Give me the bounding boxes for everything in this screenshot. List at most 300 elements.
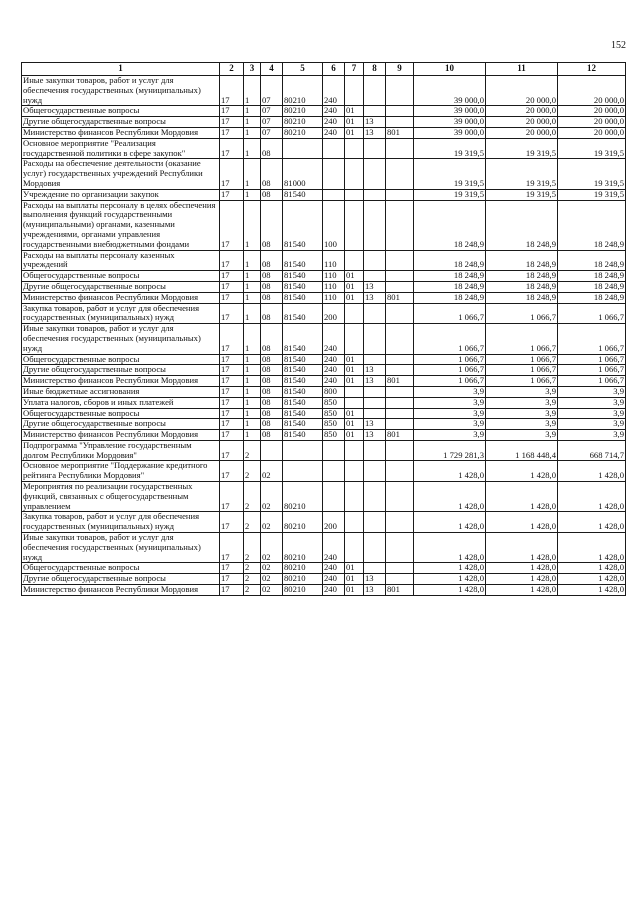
amount-year-1: 1 066,7: [414, 376, 486, 387]
code-section: 01: [345, 430, 364, 441]
code-ministry: [386, 250, 414, 271]
code-section: 01: [345, 281, 364, 292]
code-section: [345, 440, 364, 461]
code-subsection: [364, 533, 386, 563]
table-row: [22, 106, 626, 117]
code-program: 17: [220, 386, 244, 397]
amount-year-2: 1 428,0: [486, 585, 558, 596]
code-subprogram: 1: [244, 376, 261, 387]
amount-year-2: 1 428,0: [486, 512, 558, 533]
code-section: 01: [345, 292, 364, 303]
column-header: 5: [283, 63, 323, 76]
code-subsection: [364, 397, 386, 408]
code-subprogram: 1: [244, 324, 261, 354]
code-program: 17: [220, 76, 244, 106]
column-header: 9: [386, 63, 414, 76]
code-direction: 81540: [283, 386, 323, 397]
code-direction: [283, 138, 323, 159]
code-subsection: [364, 271, 386, 282]
code-direction: 80210: [283, 585, 323, 596]
amount-year-2: 1 066,7: [486, 354, 558, 365]
code-ministry: 801: [386, 430, 414, 441]
row-description: Иные закупки товаров, работ и услуг для обеспечения государственных (муниципальных) нужд: [22, 324, 220, 354]
code-program: 17: [220, 189, 244, 200]
code-section: 01: [345, 127, 364, 138]
amount-year-3: 1 428,0: [558, 574, 626, 585]
code-main-event: 02: [261, 574, 283, 585]
amount-year-1: 3,9: [414, 397, 486, 408]
code-subsection: [364, 200, 386, 250]
table-row: [22, 563, 626, 574]
amount-year-2: 3,9: [486, 397, 558, 408]
row-description: Общегосударственные вопросы: [22, 408, 220, 419]
code-expense-type: 100: [323, 200, 345, 250]
amount-year-2: 19 319,5: [486, 138, 558, 159]
table-row: [22, 250, 626, 271]
code-ministry: [386, 324, 414, 354]
column-header: 8: [364, 63, 386, 76]
code-subprogram: 1: [244, 354, 261, 365]
code-main-event: 02: [261, 482, 283, 512]
code-main-event: 02: [261, 585, 283, 596]
code-program: 17: [220, 127, 244, 138]
table-row: [22, 533, 626, 563]
code-program: 17: [220, 281, 244, 292]
code-direction: 80210: [283, 76, 323, 106]
code-section: [345, 533, 364, 563]
amount-year-2: 1 428,0: [486, 461, 558, 482]
code-direction: 81540: [283, 189, 323, 200]
code-ministry: [386, 200, 414, 250]
amount-year-1: 1 066,7: [414, 324, 486, 354]
code-subsection: [364, 408, 386, 419]
code-ministry: [386, 408, 414, 419]
code-ministry: [386, 512, 414, 533]
code-subsection: 13: [364, 117, 386, 128]
amount-year-1: 18 248,9: [414, 200, 486, 250]
table-row: [22, 138, 626, 159]
amount-year-3: 3,9: [558, 397, 626, 408]
table-row: [22, 512, 626, 533]
code-subsection: [364, 250, 386, 271]
code-ministry: 801: [386, 292, 414, 303]
amount-year-1: 1 066,7: [414, 303, 486, 324]
code-ministry: [386, 419, 414, 430]
table-row: [22, 461, 626, 482]
amount-year-2: 1 066,7: [486, 303, 558, 324]
code-section: 01: [345, 365, 364, 376]
amount-year-2: 20 000,0: [486, 127, 558, 138]
code-ministry: [386, 365, 414, 376]
amount-year-2: 1 428,0: [486, 563, 558, 574]
code-ministry: 801: [386, 127, 414, 138]
amount-year-1: 39 000,0: [414, 106, 486, 117]
code-subsection: 13: [364, 574, 386, 585]
code-direction: 80210: [283, 533, 323, 563]
code-ministry: [386, 76, 414, 106]
code-subprogram: 1: [244, 189, 261, 200]
code-program: 17: [220, 138, 244, 159]
code-subprogram: 1: [244, 127, 261, 138]
table-row: [22, 482, 626, 512]
code-subprogram: 1: [244, 408, 261, 419]
row-description: Расходы на выплаты персоналу казенных учреждений: [22, 250, 220, 271]
amount-year-1: 3,9: [414, 430, 486, 441]
code-subprogram: 2: [244, 574, 261, 585]
code-ministry: [386, 440, 414, 461]
amount-year-3: 20 000,0: [558, 106, 626, 117]
row-description: Министерство финансов Республики Мордовия: [22, 430, 220, 441]
amount-year-1: 1 428,0: [414, 482, 486, 512]
code-subprogram: 1: [244, 397, 261, 408]
code-program: 17: [220, 303, 244, 324]
column-header: 3: [244, 63, 261, 76]
amount-year-2: 3,9: [486, 408, 558, 419]
code-expense-type: 110: [323, 271, 345, 282]
code-section: [345, 189, 364, 200]
table-row: [22, 354, 626, 365]
table-header-row: [22, 63, 626, 76]
amount-year-1: 18 248,9: [414, 250, 486, 271]
code-section: 01: [345, 408, 364, 419]
table-row: [22, 430, 626, 441]
row-description: Другие общегосударственные вопросы: [22, 574, 220, 585]
code-subsection: [364, 324, 386, 354]
code-expense-type: [323, 482, 345, 512]
amount-year-2: 1 428,0: [486, 482, 558, 512]
code-direction: 81540: [283, 376, 323, 387]
column-header: 2: [220, 63, 244, 76]
table-row: [22, 324, 626, 354]
column-header: 12: [558, 63, 626, 76]
code-subsection: [364, 512, 386, 533]
code-program: 17: [220, 440, 244, 461]
amount-year-1: 19 319,5: [414, 138, 486, 159]
code-expense-type: 240: [323, 563, 345, 574]
code-direction: 80210: [283, 127, 323, 138]
amount-year-1: 1 729 281,3: [414, 440, 486, 461]
code-expense-type: 800: [323, 386, 345, 397]
column-header: 10: [414, 63, 486, 76]
code-main-event: 08: [261, 376, 283, 387]
table-row: [22, 386, 626, 397]
code-section: 01: [345, 419, 364, 430]
row-description: Общегосударственные вопросы: [22, 563, 220, 574]
code-subprogram: 2: [244, 512, 261, 533]
amount-year-2: 1 066,7: [486, 376, 558, 387]
amount-year-3: 3,9: [558, 386, 626, 397]
code-section: 01: [345, 106, 364, 117]
code-program: 17: [220, 376, 244, 387]
code-subsection: [364, 440, 386, 461]
code-expense-type: 110: [323, 292, 345, 303]
code-main-event: 08: [261, 303, 283, 324]
code-direction: [283, 440, 323, 461]
code-section: 01: [345, 574, 364, 585]
amount-year-2: 19 319,5: [486, 189, 558, 200]
row-description: Министерство финансов Республики Мордовия: [22, 376, 220, 387]
amount-year-2: 18 248,9: [486, 281, 558, 292]
table-row: [22, 376, 626, 387]
code-subprogram: 1: [244, 292, 261, 303]
code-ministry: [386, 386, 414, 397]
code-main-event: 08: [261, 281, 283, 292]
amount-year-1: 19 319,5: [414, 159, 486, 189]
amount-year-3: 1 066,7: [558, 303, 626, 324]
row-description: Другие общегосударственные вопросы: [22, 419, 220, 430]
amount-year-1: 1 066,7: [414, 365, 486, 376]
code-section: 01: [345, 585, 364, 596]
code-expense-type: 240: [323, 585, 345, 596]
amount-year-3: 18 248,9: [558, 200, 626, 250]
amount-year-3: 668 714,7: [558, 440, 626, 461]
code-ministry: [386, 271, 414, 282]
code-expense-type: 850: [323, 408, 345, 419]
row-description: Основное мероприятие "Поддержание кредитного рейтинга Республики Мордовия": [22, 461, 220, 482]
amount-year-2: 19 319,5: [486, 159, 558, 189]
row-description: Иные бюджетные ассигнования: [22, 386, 220, 397]
code-section: [345, 303, 364, 324]
row-description: Министерство финансов Республики Мордовия: [22, 585, 220, 596]
code-direction: 81540: [283, 271, 323, 282]
code-ministry: [386, 574, 414, 585]
code-section: [345, 512, 364, 533]
column-header: 1: [22, 63, 220, 76]
amount-year-3: 1 428,0: [558, 563, 626, 574]
code-ministry: [386, 281, 414, 292]
code-direction: 80210: [283, 512, 323, 533]
code-expense-type: 240: [323, 574, 345, 585]
code-direction: 81000: [283, 159, 323, 189]
row-description: Подпрограмма "Управление государственным долгом Республики Мордовия": [22, 440, 220, 461]
amount-year-1: 1 428,0: [414, 563, 486, 574]
amount-year-1: 19 319,5: [414, 189, 486, 200]
code-main-event: 08: [261, 250, 283, 271]
code-section: [345, 324, 364, 354]
code-subprogram: 2: [244, 440, 261, 461]
row-description: Учреждение по организации закупок: [22, 189, 220, 200]
code-ministry: [386, 159, 414, 189]
code-expense-type: 240: [323, 365, 345, 376]
code-subsection: [364, 386, 386, 397]
code-expense-type: 850: [323, 397, 345, 408]
code-subsection: [364, 159, 386, 189]
amount-year-2: 18 248,9: [486, 271, 558, 282]
code-subsection: [364, 76, 386, 106]
amount-year-2: 20 000,0: [486, 76, 558, 106]
amount-year-2: 1 428,0: [486, 533, 558, 563]
row-description: Другие общегосударственные вопросы: [22, 281, 220, 292]
row-description: Мероприятия по реализации государственных функций, связанных с общегосударственным управлением: [22, 482, 220, 512]
code-program: 17: [220, 365, 244, 376]
code-ministry: [386, 533, 414, 563]
amount-year-2: 1 428,0: [486, 574, 558, 585]
code-main-event: 07: [261, 117, 283, 128]
code-expense-type: 200: [323, 512, 345, 533]
code-subprogram: 1: [244, 271, 261, 282]
table-row: [22, 159, 626, 189]
amount-year-3: 19 319,5: [558, 159, 626, 189]
code-direction: 81540: [283, 354, 323, 365]
code-program: 17: [220, 271, 244, 282]
amount-year-2: 18 248,9: [486, 250, 558, 271]
row-description: Министерство финансов Республики Мордовия: [22, 127, 220, 138]
code-section: 01: [345, 563, 364, 574]
table-row: [22, 440, 626, 461]
code-expense-type: 240: [323, 106, 345, 117]
code-subsection: 13: [364, 376, 386, 387]
code-direction: 81540: [283, 365, 323, 376]
code-main-event: 08: [261, 386, 283, 397]
code-direction: 81540: [283, 430, 323, 441]
row-description: Иные закупки товаров, работ и услуг для обеспечения государственных (муниципальных) нужд: [22, 533, 220, 563]
code-expense-type: 240: [323, 117, 345, 128]
code-program: 17: [220, 106, 244, 117]
code-main-event: 02: [261, 512, 283, 533]
code-direction: 81540: [283, 397, 323, 408]
table-row: [22, 189, 626, 200]
row-description: Другие общегосударственные вопросы: [22, 365, 220, 376]
code-subsection: 13: [364, 281, 386, 292]
amount-year-2: 1 066,7: [486, 365, 558, 376]
code-program: 17: [220, 430, 244, 441]
code-subprogram: 1: [244, 76, 261, 106]
code-subprogram: 2: [244, 585, 261, 596]
code-expense-type: 240: [323, 354, 345, 365]
code-main-event: 08: [261, 271, 283, 282]
row-description: Другие общегосударственные вопросы: [22, 117, 220, 128]
code-expense-type: [323, 461, 345, 482]
code-direction: 81540: [283, 408, 323, 419]
table-row: [22, 585, 626, 596]
code-section: [345, 250, 364, 271]
code-program: 17: [220, 250, 244, 271]
code-subprogram: 1: [244, 250, 261, 271]
table-row: [22, 419, 626, 430]
amount-year-3: 1 066,7: [558, 354, 626, 365]
table-row: [22, 292, 626, 303]
table-row: [22, 117, 626, 128]
amount-year-3: 20 000,0: [558, 127, 626, 138]
code-subsection: [364, 461, 386, 482]
code-section: [345, 397, 364, 408]
code-program: 17: [220, 159, 244, 189]
code-main-event: 08: [261, 138, 283, 159]
amount-year-1: 1 428,0: [414, 461, 486, 482]
amount-year-1: 1 066,7: [414, 354, 486, 365]
amount-year-3: 1 428,0: [558, 512, 626, 533]
code-direction: 80210: [283, 563, 323, 574]
code-subprogram: 1: [244, 159, 261, 189]
code-ministry: [386, 461, 414, 482]
amount-year-2: 3,9: [486, 419, 558, 430]
code-subsection: 13: [364, 365, 386, 376]
code-program: 17: [220, 533, 244, 563]
code-expense-type: [323, 138, 345, 159]
code-main-event: 08: [261, 292, 283, 303]
budget-table: [21, 62, 626, 596]
table-body: [22, 76, 626, 596]
code-expense-type: 240: [323, 376, 345, 387]
code-expense-type: 110: [323, 281, 345, 292]
code-subsection: [364, 138, 386, 159]
amount-year-2: 3,9: [486, 430, 558, 441]
code-ministry: [386, 303, 414, 324]
code-expense-type: [323, 440, 345, 461]
code-main-event: 07: [261, 127, 283, 138]
code-expense-type: 200: [323, 303, 345, 324]
code-section: [345, 159, 364, 189]
amount-year-1: 18 248,9: [414, 271, 486, 282]
code-section: 01: [345, 117, 364, 128]
amount-year-2: 20 000,0: [486, 106, 558, 117]
code-main-event: 07: [261, 106, 283, 117]
code-subprogram: 1: [244, 106, 261, 117]
code-program: 17: [220, 292, 244, 303]
code-subprogram: 1: [244, 138, 261, 159]
code-section: 01: [345, 271, 364, 282]
amount-year-3: 1 428,0: [558, 482, 626, 512]
code-direction: 81540: [283, 419, 323, 430]
table-row: [22, 397, 626, 408]
code-section: [345, 482, 364, 512]
code-subsection: [364, 303, 386, 324]
row-description: Общегосударственные вопросы: [22, 106, 220, 117]
code-ministry: [386, 117, 414, 128]
code-subsection: [364, 106, 386, 117]
code-subprogram: 2: [244, 482, 261, 512]
code-direction: 80210: [283, 106, 323, 117]
amount-year-2: 18 248,9: [486, 292, 558, 303]
amount-year-3: 3,9: [558, 419, 626, 430]
column-header: 6: [323, 63, 345, 76]
code-expense-type: 240: [323, 533, 345, 563]
code-direction: 81540: [283, 324, 323, 354]
row-description: Основное мероприятие "Реализация государственной политики в сфере закупок": [22, 138, 220, 159]
code-main-event: 08: [261, 200, 283, 250]
code-program: 17: [220, 512, 244, 533]
code-direction: 80210: [283, 574, 323, 585]
table-row: [22, 574, 626, 585]
code-direction: 81540: [283, 200, 323, 250]
column-header: 11: [486, 63, 558, 76]
code-section: [345, 138, 364, 159]
table-row: [22, 408, 626, 419]
code-expense-type: [323, 159, 345, 189]
amount-year-1: 3,9: [414, 386, 486, 397]
code-subsection: 13: [364, 419, 386, 430]
code-direction: 81540: [283, 281, 323, 292]
amount-year-3: 18 248,9: [558, 281, 626, 292]
amount-year-1: 1 428,0: [414, 533, 486, 563]
code-main-event: 08: [261, 159, 283, 189]
amount-year-3: 20 000,0: [558, 117, 626, 128]
amount-year-1: 1 428,0: [414, 585, 486, 596]
code-expense-type: 240: [323, 127, 345, 138]
amount-year-3: 1 428,0: [558, 461, 626, 482]
code-main-event: 08: [261, 324, 283, 354]
code-direction: [283, 461, 323, 482]
code-subsection: [364, 482, 386, 512]
amount-year-1: 39 000,0: [414, 117, 486, 128]
code-main-event: 02: [261, 563, 283, 574]
code-ministry: [386, 563, 414, 574]
code-subprogram: 2: [244, 461, 261, 482]
amount-year-1: 1 428,0: [414, 574, 486, 585]
amount-year-3: 1 428,0: [558, 585, 626, 596]
amount-year-3: 18 248,9: [558, 292, 626, 303]
amount-year-1: 18 248,9: [414, 292, 486, 303]
